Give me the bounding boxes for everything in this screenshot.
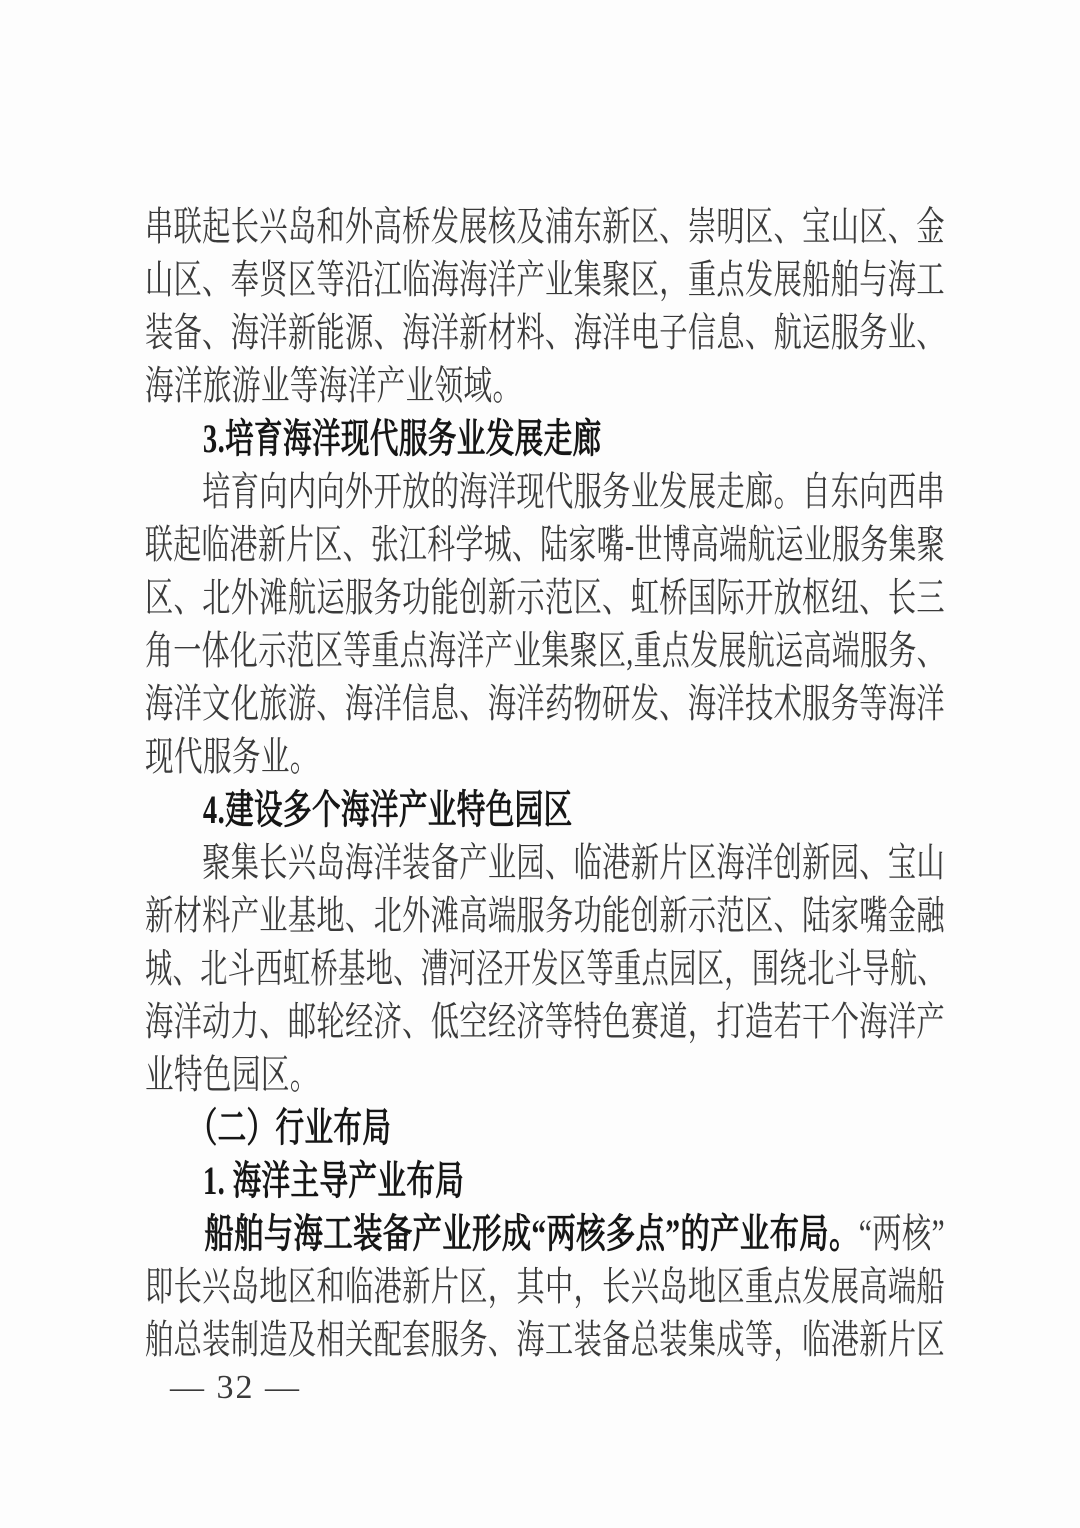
body-text: 区、北外滩航运服务功能创新示范区、虹桥国际开放枢纽、长三 <box>145 575 945 620</box>
text-line <box>145 253 945 306</box>
body-text: 山区、奉贤区等沿江临海海洋产业集聚区，重点发展船舶与海工 <box>145 257 945 302</box>
body-text: 现代服务业。 <box>145 734 319 779</box>
text-line <box>145 677 945 730</box>
text-line <box>145 889 945 942</box>
text-line <box>145 359 717 412</box>
body-text: 聚集长兴岛海洋装备产业园、临港新片区海洋创新园、宝山 <box>145 840 945 885</box>
body-text: 串联起长兴岛和外高桥发展核及浦东新区、崇明区、宝山区、金 <box>145 204 945 249</box>
text-line <box>145 624 945 677</box>
body-text: 新材料产业基地、北外滩高端服务功能创新示范区、陆家嘴金融 <box>145 893 945 938</box>
heading-text: 4.建设多个海洋产业特色园区 <box>145 787 573 832</box>
text-line <box>145 571 945 624</box>
body-text: 联起临港新片区、张江科学城、陆家嘴-世博高端航运业服务集聚 <box>145 522 945 567</box>
body-text: 海洋旅游业等海洋产业领域。 <box>145 363 522 408</box>
text-line <box>145 995 945 1048</box>
text-line <box>145 306 945 359</box>
text-line <box>145 518 945 571</box>
heading-text: （二）行业布局 <box>145 1105 392 1150</box>
body-text: 舶总装制造及相关配套服务、海工装备总装集成等，临港新片区 <box>145 1317 945 1362</box>
heading-text: 船舶与海工装备产业形成“两核多点”的产业布局。 <box>145 1211 859 1256</box>
body-text: 即长兴岛地区和临港新片区，其中，长兴岛地区重点发展高端船 <box>145 1264 945 1309</box>
body-text: 装备、海洋新能源、海洋新材料、海洋电子信息、航运服务业、 <box>145 310 945 355</box>
body-text: “两核” <box>858 1211 946 1256</box>
document-text-body <box>145 200 945 1366</box>
text-line <box>145 465 945 518</box>
body-text: 海洋文化旅游、海洋信息、海洋药物研发、海洋技术服务等海洋 <box>145 681 945 726</box>
text-line <box>145 1313 945 1366</box>
body-text: 业特色园区。 <box>145 1052 319 1097</box>
body-text: 角一体化示范区等重点海洋产业集聚区,重点发展航运高端服务、 <box>145 628 945 673</box>
text-line <box>145 1101 717 1154</box>
text-line <box>145 1154 717 1207</box>
text-line <box>145 412 717 465</box>
text-line <box>145 836 945 889</box>
body-text: 培育向内向外开放的海洋现代服务业发展走廊。自东向西串 <box>145 469 945 514</box>
text-line <box>145 942 945 995</box>
heading-text: 3.培育海洋现代服务业发展走廊 <box>145 416 602 461</box>
page-number: — 32 — <box>170 1369 301 1406</box>
text-line <box>145 730 717 783</box>
text-line <box>145 1048 717 1101</box>
body-text: 海洋动力、邮轮经济、低空经济等特色赛道，打造若干个海洋产 <box>145 999 945 1044</box>
text-line <box>145 200 945 253</box>
heading-text: 1. 海洋主导产业布局 <box>145 1158 465 1203</box>
text-line <box>145 1207 946 1260</box>
body-text: 城、北斗西虹桥基地、漕河泾开发区等重点园区，围绕北斗导航、 <box>145 946 945 991</box>
text-line <box>145 1260 945 1313</box>
text-line <box>145 783 717 836</box>
